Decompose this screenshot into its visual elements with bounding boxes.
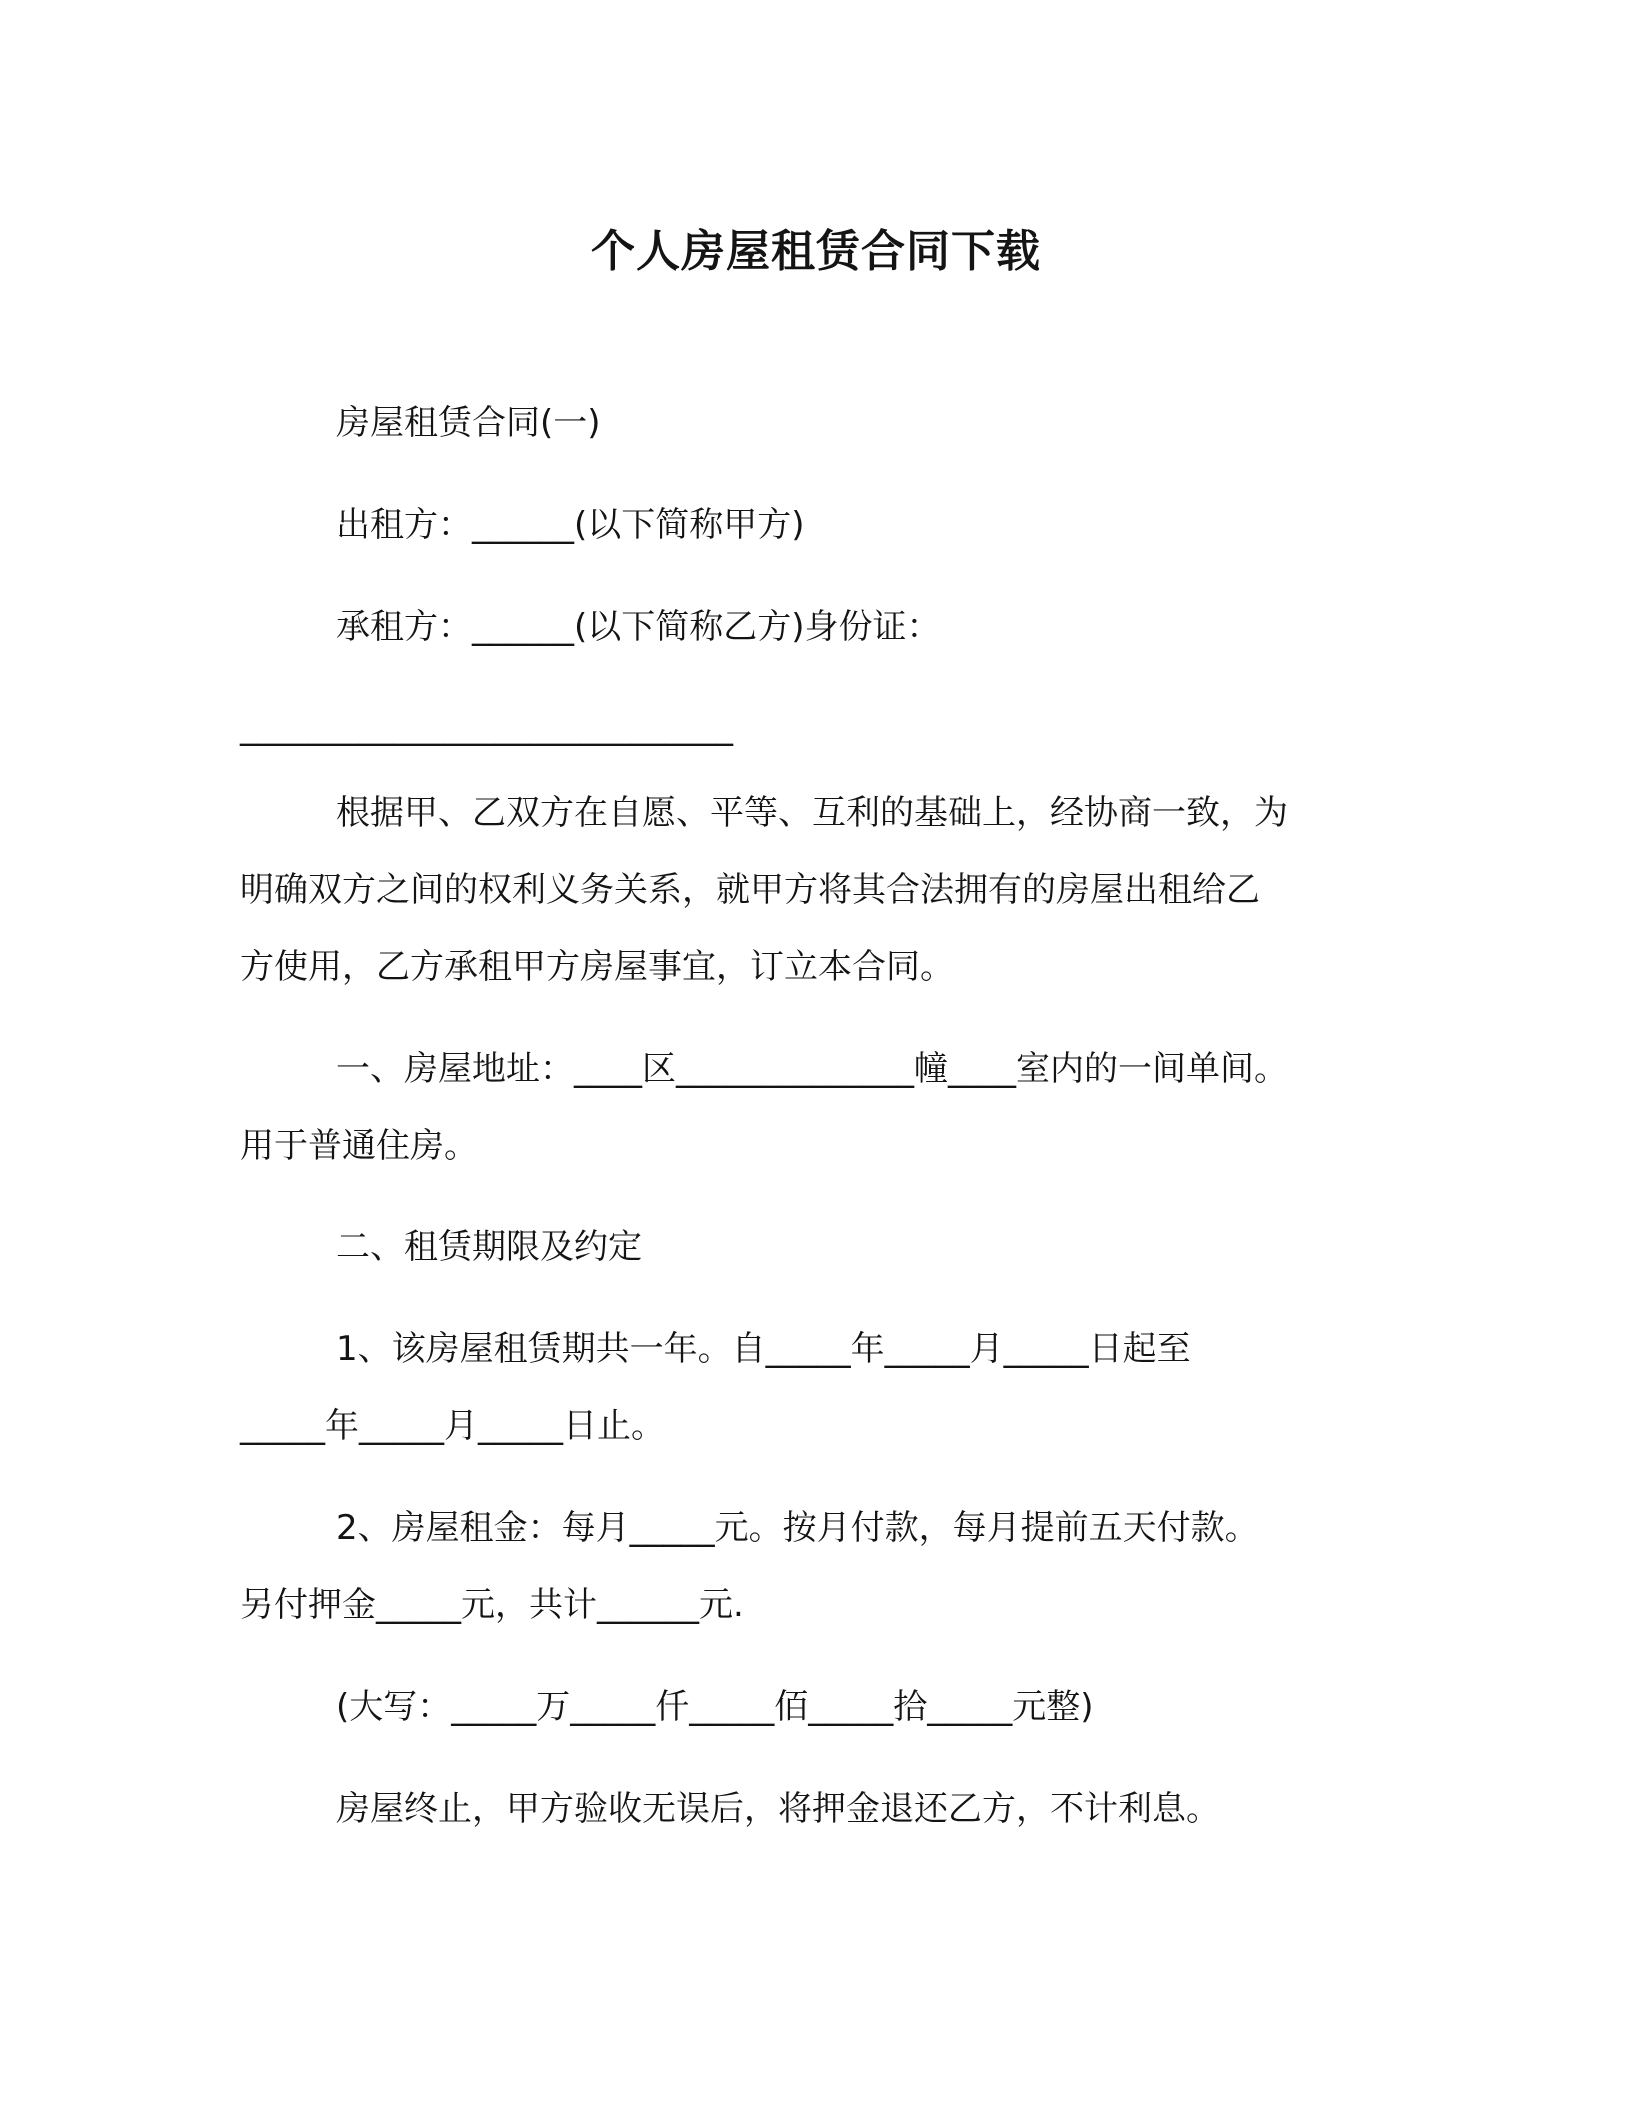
section-two-heading: 二、租赁期限及约定 xyxy=(336,1227,642,1267)
address-clause-line-1: 一、房屋地址：____区______________幢____室内的一间单间。 xyxy=(336,1049,1288,1089)
address-clause-line-2: 用于普通住房。 xyxy=(240,1126,478,1166)
preamble-line-1: 根据甲、乙双方在自愿、平等、互利的基础上，经协商一致，为 xyxy=(336,793,1288,833)
lessor-line: 出租方：______(以下简称甲方) xyxy=(336,505,805,545)
preamble-line-3: 方使用，乙方承租甲方房屋事宜，订立本合同。 xyxy=(240,947,954,987)
term-clause-line-1: 1、该房屋租赁期共一年。自_____年_____月_____日起至 xyxy=(336,1329,1191,1369)
rent-clause-line-1: 2、房屋租金：每月_____元。按月付款，每月提前五天付款。 xyxy=(336,1508,1259,1548)
amount-in-words-line: (大写：_____万_____仟_____佰_____拾_____元整) xyxy=(336,1687,1094,1727)
rent-clause-line-2: 另付押金_____元，共计______元. xyxy=(240,1585,744,1625)
id-number-blank: _____________________________ xyxy=(240,707,733,747)
preamble-line-2: 明确双方之间的权利义务关系，就甲方将其合法拥有的房屋出租给乙 xyxy=(240,870,1260,910)
deposit-return-line: 房屋终止，甲方验收无误后，将押金退还乙方，不计利息。 xyxy=(336,1789,1220,1829)
contract-subtitle: 房屋租赁合同(一) xyxy=(336,403,601,443)
term-clause-line-2: _____年_____月_____日止。 xyxy=(240,1406,665,1446)
lessee-line: 承租方：______(以下简称乙方)身份证： xyxy=(336,607,941,647)
document-title: 个人房屋租赁合同下载 xyxy=(591,226,1041,277)
